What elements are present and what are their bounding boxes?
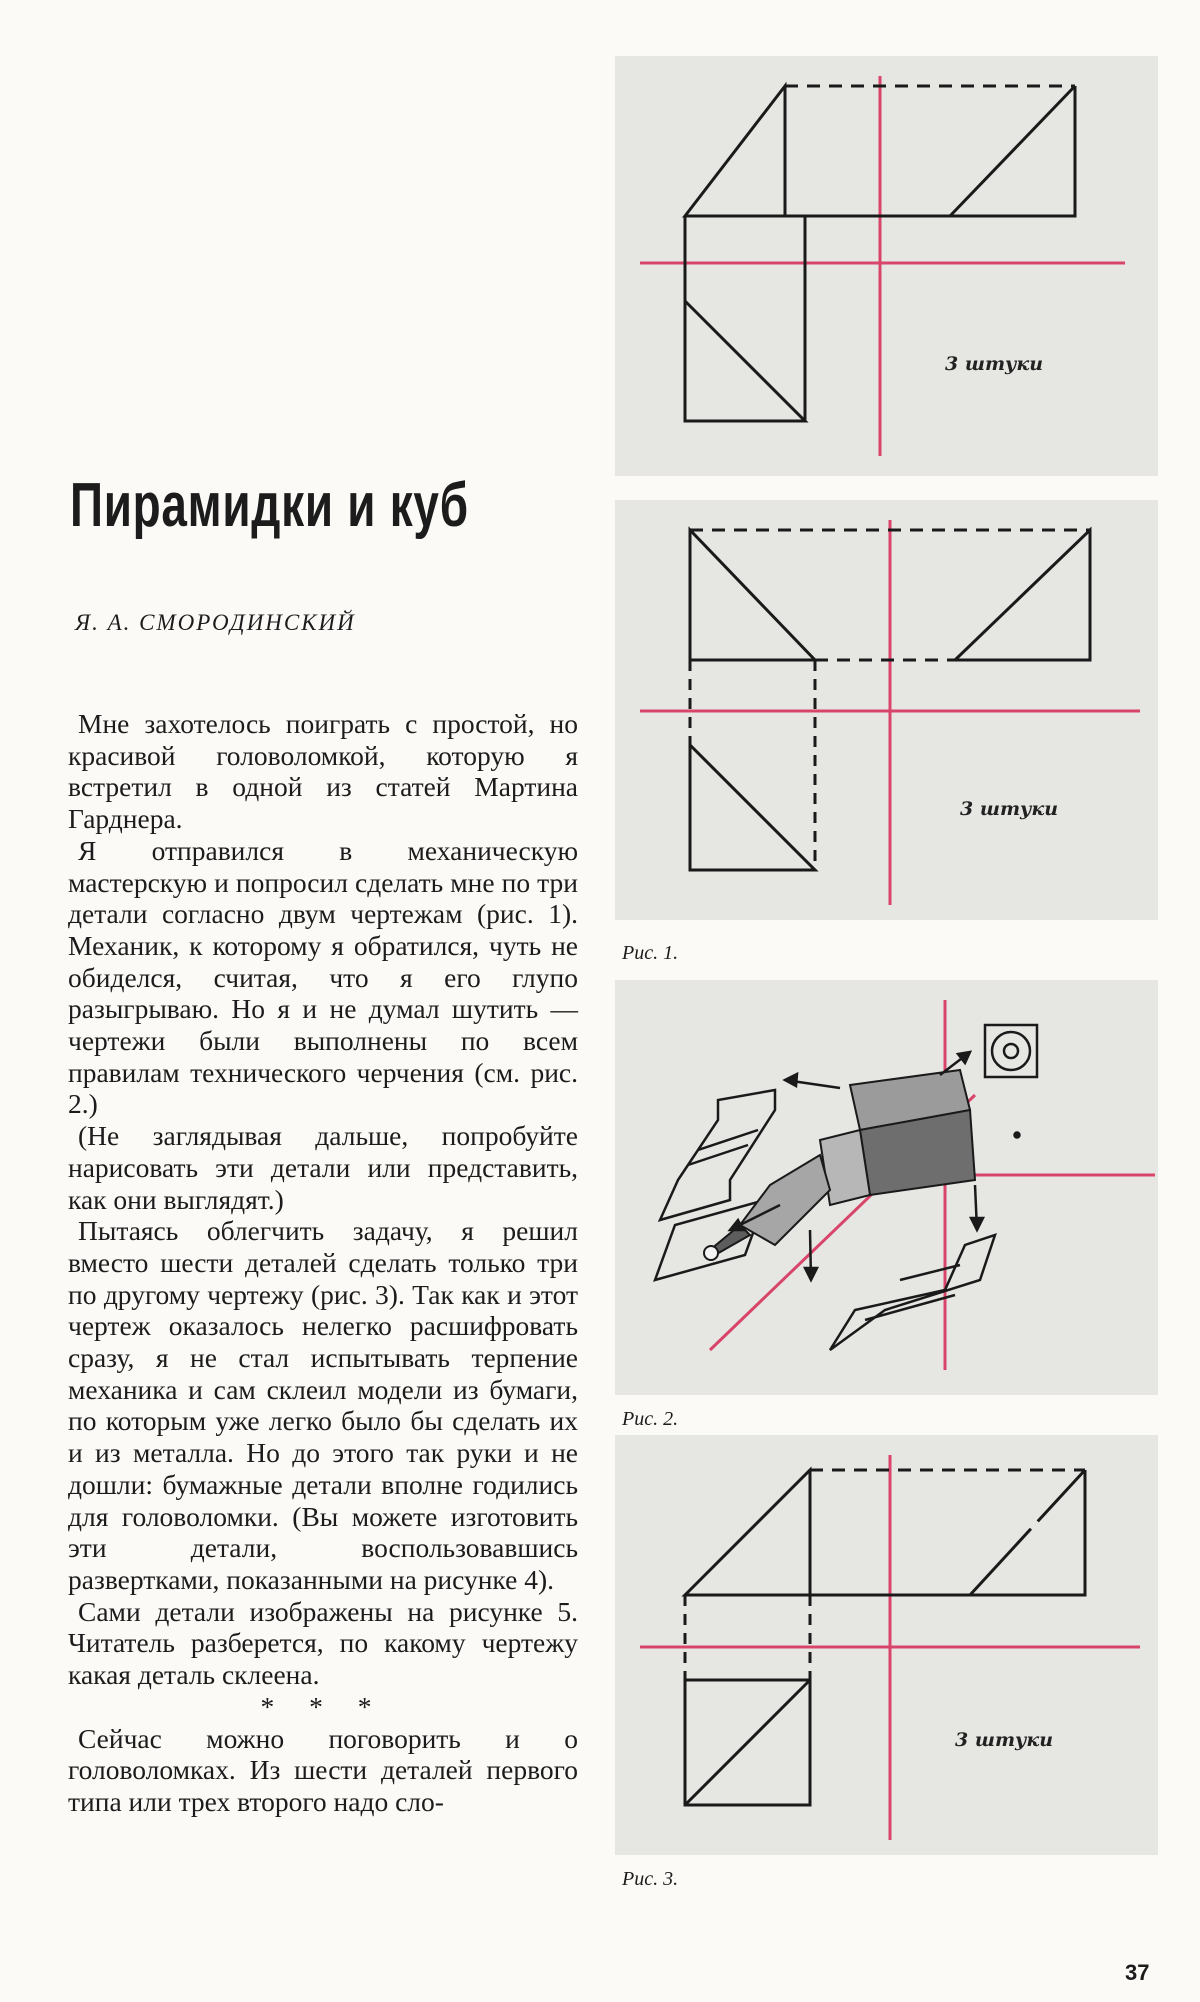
article-author: Я. А. СМОРОДИНСКИЙ bbox=[75, 610, 356, 635]
bottom-projection-strip bbox=[830, 1235, 995, 1350]
pencil-point bbox=[704, 1246, 718, 1260]
arrow-down-head bbox=[971, 1218, 983, 1230]
side-view-outline bbox=[810, 1470, 1085, 1595]
front-view-triangle bbox=[685, 86, 785, 216]
figure-1a-svg bbox=[615, 56, 1158, 476]
left-projection-blade bbox=[655, 1200, 765, 1280]
end-view-inner-circle bbox=[1004, 1044, 1018, 1058]
figure-1b-label: 3 штуки bbox=[960, 798, 1059, 820]
figure-1a-drawing bbox=[615, 56, 1158, 476]
figure-1-caption: Рис. 1. bbox=[622, 942, 679, 964]
top-view-triangle bbox=[690, 745, 815, 870]
figure-3-caption: Рис. 3. bbox=[622, 1868, 679, 1890]
figure-1b-drawing bbox=[615, 500, 1158, 920]
figure-3-svg bbox=[615, 1435, 1158, 1855]
paragraph-6: Сейчас можно поговорить и о головоломках. Из шести деталей первого типа или трех второго надо сло- bbox=[68, 1722, 578, 1817]
figure-1b-svg bbox=[615, 500, 1158, 920]
arrow-left-head bbox=[785, 1074, 797, 1086]
figure-2-drawing bbox=[615, 980, 1158, 1395]
dot-mark bbox=[1015, 1133, 1020, 1138]
side-view-triangle bbox=[955, 530, 1090, 660]
paragraph-5: Сами детали изображены на рисунке 5. Читатель разберется, по какому чертежу какая деталь склеена. bbox=[68, 1595, 578, 1691]
pencil-cone bbox=[740, 1155, 830, 1245]
top-view-diagonal bbox=[685, 1680, 810, 1805]
paragraph-1: Мне захотелось поиграть с простой, но красивой головоломкой, которую я встретил в одной из статей Мартина Гарднера. bbox=[68, 708, 578, 835]
article-body bbox=[68, 708, 578, 1818]
arrow-down-left-head bbox=[730, 1220, 743, 1230]
front-view-triangle bbox=[685, 1470, 810, 1595]
top-view-outline bbox=[685, 216, 805, 421]
front-view-triangle bbox=[690, 530, 815, 660]
section-divider: * * * bbox=[260, 1690, 386, 1722]
figure-3-label: 3 штуки bbox=[955, 1729, 1054, 1751]
arrow-bottom-head bbox=[805, 1268, 817, 1280]
side-view-diagonal bbox=[970, 1470, 1085, 1595]
figure-2-caption: Рис. 2. bbox=[622, 1408, 679, 1430]
article-title: Пирамидки и куб bbox=[70, 471, 469, 540]
figure-3-drawing bbox=[615, 1435, 1158, 1855]
end-view-outer-circle bbox=[992, 1032, 1030, 1070]
side-view-outline bbox=[785, 86, 1075, 216]
paragraph-4: Пытаясь облегчить задачу, я решил вместо шести деталей сделать только три по другому чертежу (рис. 3). Так как и этот чертеж оказалось нелегко расшифровать сразу, я не стал испытывать терпение механика и сам склеил модели из бумаги, по которым уже легко было бы сделать их и из металла. Но до этого так руки и не дошли: бумажные детали вполне годились для головоломки. (Вы можете изготовить эти детали, воспользовавшись развертками, показанными на рисунке 4). bbox=[68, 1215, 578, 1595]
page-number: 37 bbox=[1125, 1960, 1150, 1985]
side-view-diagonal bbox=[950, 86, 1075, 216]
figure-2-svg bbox=[615, 980, 1158, 1395]
figure-1a-label: 3 штуки bbox=[945, 353, 1044, 375]
paragraph-2: Я отправился в механическую мастерскую и попросил сделать мне по три детали согласно двум чертежам (рис. 1). Механик, к которому я обратился, чуть не обиделся, считая, что я его глупо разыгрываю. Но я и не думал шутить — чертежи были выполнены по всем правилам технического черчения (см. рис. 2.) bbox=[68, 834, 578, 1120]
paragraph-3: (Не заглядывая дальше, попробуйте нарисовать эти детали или представить, как они выглядят.) bbox=[68, 1120, 578, 1215]
